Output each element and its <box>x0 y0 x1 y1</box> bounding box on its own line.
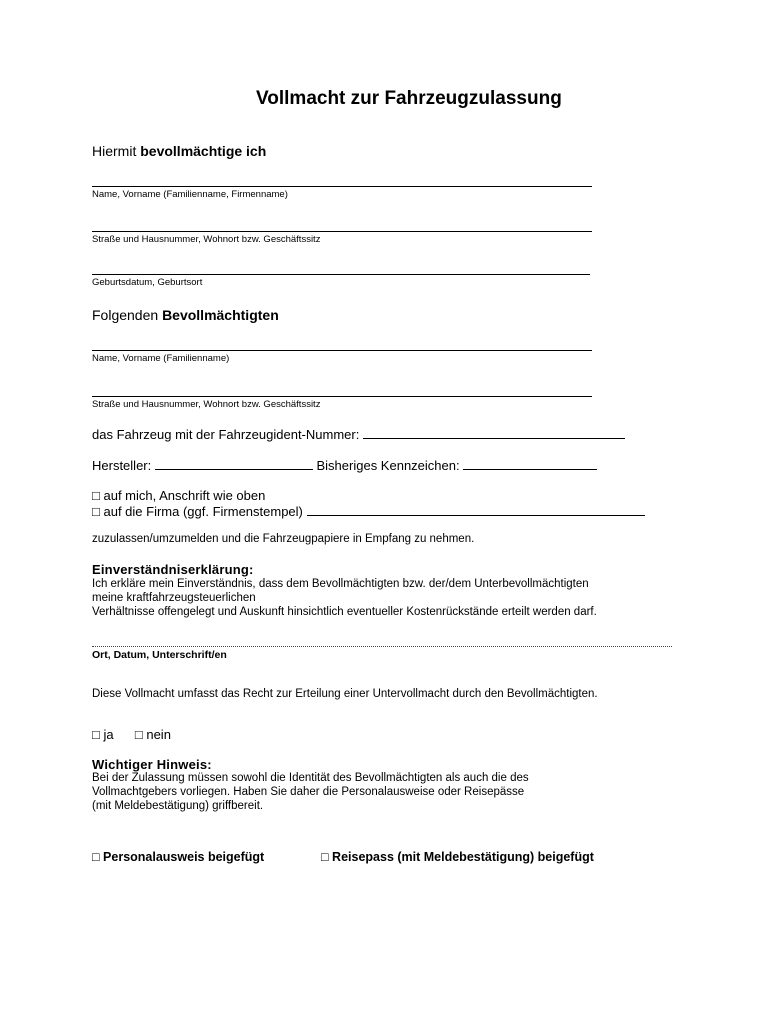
grantor-heading-plain: Hiermit <box>92 143 141 159</box>
consent-text <box>92 577 597 619</box>
grantor-birth-caption: Geburtsdatum, Geburtsort <box>92 277 203 288</box>
grantor-address-caption: Straße und Hausnummer, Wohnort bzw. Geschäftssitz <box>92 234 321 245</box>
purpose-text: zuzulassen/umzumelden und die Fahrzeugpapiere in Empfang zu nehmen. <box>92 533 475 545</box>
grantor-heading <box>92 143 266 159</box>
yes-checkbox[interactable]: □ <box>92 727 100 742</box>
id-card-label: Personalausweis beigefügt <box>103 850 265 864</box>
option-self-label: auf mich, Anschrift wie oben <box>103 488 266 503</box>
grantor-name-line[interactable] <box>92 186 592 187</box>
manufacturer-label: Hersteller: <box>92 458 152 473</box>
agent-address-caption: Straße und Hausnummer, Wohnort bzw. Geschäftssitz <box>92 399 321 410</box>
notice-line: (mit Meldebestätigung) griffbereit. <box>92 800 264 812</box>
no-checkbox[interactable]: □ <box>134 727 143 742</box>
grantor-birth-line[interactable] <box>92 274 590 275</box>
vin-label: das Fahrzeug mit der Fahrzeugident-Nummer: <box>92 427 360 442</box>
option-company-row <box>92 504 645 519</box>
sub-power-choice <box>92 727 171 742</box>
option-company-checkbox[interactable]: □ <box>92 504 100 519</box>
page-title: Vollmacht zur Fahrzeugzulassung <box>256 88 562 109</box>
passport-label: Reisepass (mit Meldebestätigung) beigefügt <box>332 850 594 864</box>
attachment-id-card <box>92 850 264 864</box>
passport-checkbox[interactable]: □ <box>321 850 329 864</box>
agent-heading-bold: Bevollmächtigten <box>162 307 279 323</box>
grantor-name-caption: Name, Vorname (Familienname, Firmenname) <box>92 189 288 200</box>
consent-heading: Einverständniserklärung: <box>92 562 254 577</box>
consent-line: meine kraftfahrzeugsteuerlichen <box>92 592 256 604</box>
notice-line: Vollmachtgebers vorliegen. Haben Sie daher die Personalausweise oder Reisepässe <box>92 786 525 798</box>
yes-label: ja <box>103 727 114 742</box>
manufacturer-row <box>92 458 597 473</box>
grantor-heading-bold: bevollmächtige ich <box>140 143 267 159</box>
signature-caption: Ort, Datum, Unterschrift/en <box>92 649 227 661</box>
agent-address-line[interactable] <box>92 396 592 397</box>
consent-line: Ich erkläre mein Einverständnis, dass dem Bevollmächtigten bzw. der/dem Unterbevollmächtigten <box>92 578 589 590</box>
vin-row <box>92 427 625 442</box>
notice-heading: Wichtiger Hinweis: <box>92 757 212 772</box>
notice-line: Bei der Zulassung müssen sowohl die Identität des Bevollmächtigten als auch die des <box>92 772 529 784</box>
consent-line: Verhältnisse offengelegt und Auskunft hinsichtlich eventueller Kostenrückstände erteilt werden darf. <box>92 606 597 618</box>
plate-label: Bisheriges Kennzeichen: <box>316 458 460 473</box>
option-company-label: auf die Firma (ggf. Firmenstempel) <box>103 504 303 519</box>
attachment-passport <box>321 850 594 864</box>
no-label: nein <box>146 727 171 742</box>
plate-input-line[interactable] <box>463 458 597 470</box>
agent-name-caption: Name, Vorname (Familienname) <box>92 353 230 364</box>
vin-input-line[interactable] <box>363 427 625 439</box>
agent-name-line[interactable] <box>92 350 592 351</box>
agent-heading-plain: Folgenden <box>92 307 163 323</box>
company-stamp-line[interactable] <box>307 504 645 516</box>
agent-heading <box>92 307 279 323</box>
manufacturer-input-line[interactable] <box>155 458 313 470</box>
option-self-row <box>92 488 265 503</box>
option-self-checkbox[interactable]: □ <box>92 488 100 503</box>
notice-text <box>92 771 529 813</box>
signature-line[interactable] <box>92 646 672 647</box>
grantor-address-line[interactable] <box>92 231 592 232</box>
id-card-checkbox[interactable]: □ <box>92 850 100 864</box>
sub-power-text: Diese Vollmacht umfasst das Recht zur Erteilung einer Untervollmacht durch den Bevollmächtigten. <box>92 688 598 700</box>
